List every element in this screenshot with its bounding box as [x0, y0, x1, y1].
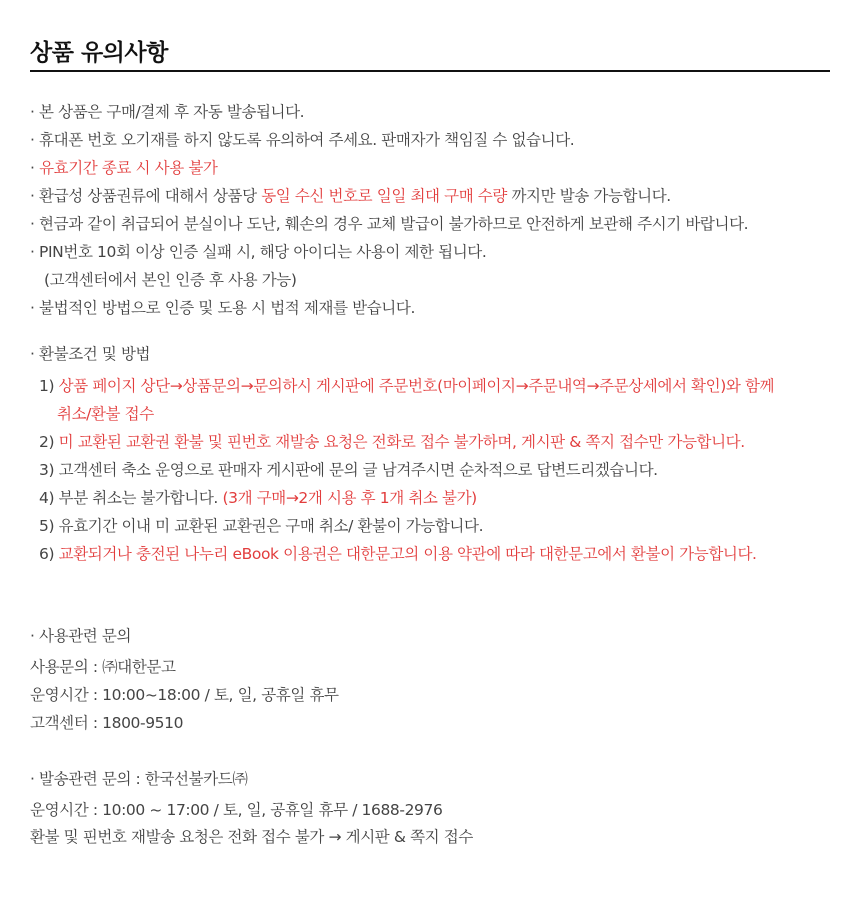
refund-item-6-text: 교환되거나 충전된 나누리 eBook 이용권은 대한문고의 이용 약관에 따라 대한문고에서 환불이 가능합니다.	[58, 545, 757, 563]
refund-item-6-number: 6)	[39, 545, 59, 563]
refund-heading: · 환불조건 및 방법	[30, 345, 151, 363]
usage-contact-phone: 고객센터 : 1800-9510	[30, 714, 184, 732]
notice-safekeeping: · 현금과 같이 취급되어 분실이나 도난, 훼손의 경우 교체 발급이 불가하므로 안전하게 보관해 주시기 바랍니다.	[30, 215, 749, 233]
refund-item-6	[39, 544, 757, 564]
notice-expiry	[30, 158, 217, 178]
refund-item-2-text: 미 교환된 교환권 환불 및 핀번호 재발송 요청은 전화로 접수 불가하며, 게시판 & 쪽지 접수만 가능합니다.	[58, 433, 745, 451]
notice-legal: · 불법적인 방법으로 인증 및 도용 시 법적 제재를 받습니다.	[30, 299, 415, 317]
notice-phone-number: · 휴대폰 번호 오기재를 하지 않도록 유의하여 주세요. 판매자가 책임질 수 없습니다.	[30, 131, 575, 149]
shipping-contact-note: 환불 및 핀번호 재발송 요청은 전화 접수 불가 → 게시판 & 쪽지 접수	[30, 828, 473, 846]
refund-item-2	[39, 432, 745, 452]
notice-purchase-limit-suffix: 까지만 발송 가능합니다.	[506, 187, 671, 205]
refund-item-4-note: (3개 구매→2개 시용 후 1개 취소 불가)	[222, 489, 477, 507]
refund-item-1	[39, 376, 774, 396]
notice-purchase-limit-highlight: 동일 수신 번호로 일일 최대 구매 수량	[261, 187, 507, 205]
usage-contact-hours: 운영시간 : 10:00~18:00 / 토, 일, 공휴일 휴무	[30, 686, 339, 704]
usage-contact-heading: · 사용관련 문의	[30, 627, 132, 645]
notice-pin-limit-note: (고객센터에서 본인 인증 후 사용 가능)	[44, 271, 297, 289]
shipping-contact-heading: · 발송관련 문의 : 한국선불카드㈜	[30, 770, 248, 788]
refund-item-5: 5) 유효기간 이내 미 교환된 교환권은 구매 취소/ 환불이 가능합니다.	[39, 517, 484, 535]
refund-item-4	[39, 488, 477, 508]
refund-item-1-text: 상품 페이지 상단→상품문의→문의하시 게시판에 주문번호(마이페이지→주문내역→주문상세에서 확인)와 함께	[58, 377, 775, 395]
shipping-contact-hours: 운영시간 : 10:00 ~ 17:00 / 토, 일, 공휴일 휴무 / 1688-2976	[30, 801, 443, 819]
refund-item-3: 3) 고객센터 축소 운영으로 판매자 게시판에 문의 글 남겨주시면 순차적으로 답변드리겠습니다.	[39, 461, 658, 479]
refund-item-4-text: 4) 부분 취소는 불가합니다.	[39, 489, 223, 507]
title-divider	[30, 70, 830, 72]
refund-item-1-continued: 취소/환불 접수	[57, 405, 154, 423]
notice-auto-send: · 본 상품은 구매/결제 후 자동 발송됩니다.	[30, 103, 305, 121]
notice-purchase-limit-prefix: · 환급성 상품권류에 대해서 상품당	[30, 187, 262, 205]
page-title: 상품 유의사항	[30, 40, 168, 66]
usage-contact-company: 사용문의 : ㈜대한문고	[30, 658, 176, 676]
refund-item-2-number: 2)	[39, 433, 59, 451]
refund-item-1-number: 1)	[39, 377, 59, 395]
notice-expiry-text: 유효기간 종료 시 사용 불가	[39, 159, 218, 177]
notice-expiry-bullet: ·	[30, 159, 40, 177]
notice-pin-limit: · PIN번호 10회 이상 인증 실패 시, 해당 아이디는 사용이 제한 됩니다.	[30, 243, 487, 261]
notice-purchase-limit	[30, 186, 671, 206]
